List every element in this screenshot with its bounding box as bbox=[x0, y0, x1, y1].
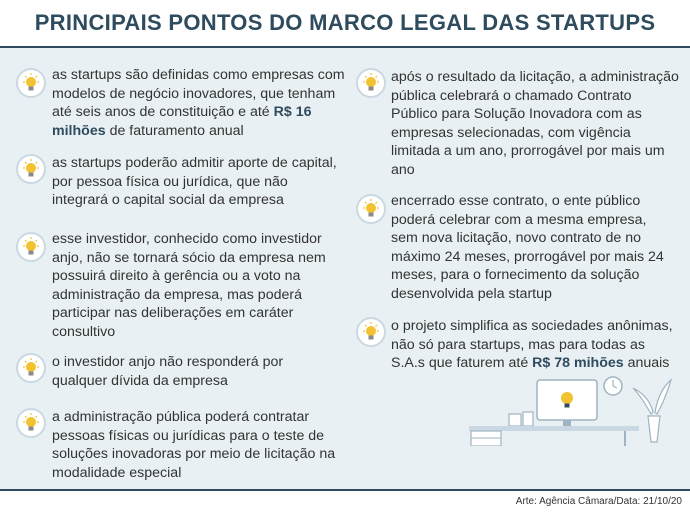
content-panel bbox=[0, 46, 690, 491]
highlight-value: R$ 78 mihões bbox=[532, 355, 624, 372]
lightbulb-icon bbox=[16, 353, 46, 383]
clock-icon bbox=[604, 377, 622, 395]
item-text: o projeto simplifica as sociedades anônimas, não só para startups, mas para todas as S.A.s que faturem até bbox=[391, 318, 673, 372]
desk-illustration bbox=[465, 366, 687, 446]
monitor-icon bbox=[537, 380, 597, 426]
page-title: PRINCIPAIS PONTOS DO MARCO LEGAL DAS STARTUPS bbox=[34, 10, 656, 35]
highlight-value: R$ 16 milhões bbox=[52, 104, 312, 139]
item-text: esse investidor, conhecido como investidor anjo, não se tornará sócio da empresa nem possuirá direito à gerência ou a voto na administração da empresa, mas poderá participar nas deliberações em caráter consultivo bbox=[52, 231, 326, 340]
item-text: as startups são definidas como empresas com modelos de negócio inovadores, que tenham até seis anos de constituição e até bbox=[52, 67, 345, 121]
lightbulb-icon bbox=[356, 317, 386, 347]
plant-icon bbox=[633, 380, 671, 442]
lightbulb-icon bbox=[16, 154, 46, 184]
item-text-after: anuais bbox=[623, 355, 670, 372]
lightbulb-icon bbox=[356, 68, 386, 98]
lightbulb-icon bbox=[16, 232, 46, 262]
item-text: encerrado esse contrato, o ente público poderá celebrar com a mesma empresa, sem nova licitação, novo contrato de no máximo 24 meses, prorrogável por mais 24 meses, para o fornecimento da solução desenvolvida pela startup bbox=[391, 193, 664, 302]
item-text: a administração pública poderá contratar pessoas físicas ou jurídicas para o teste de soluções inovadoras por meio de licitação na modalidade especial bbox=[52, 409, 336, 481]
lightbulb-icon bbox=[16, 408, 46, 438]
item-text: após o resultado da licitação, a administração pública celebrará o chamado Contrato Público para Solução Inovadora com as empresas selecionadas, com vigência limitada a um ano, prorrogável por mais um ano bbox=[391, 69, 679, 178]
lightbulb-icon bbox=[356, 194, 386, 224]
item-text-after: de faturamento anual bbox=[105, 122, 244, 139]
item-text: o investidor anjo não responderá por qualquer dívida da empresa bbox=[52, 354, 284, 389]
lightbulb-icon bbox=[16, 68, 46, 98]
item-text: as startups poderão admitir aporte de capital, por pessoa física ou jurídica, que não integrará o capital social da empresa bbox=[52, 155, 337, 209]
credit-line: Arte: Agência Câmara/Data: 21/10/20 bbox=[515, 496, 682, 507]
